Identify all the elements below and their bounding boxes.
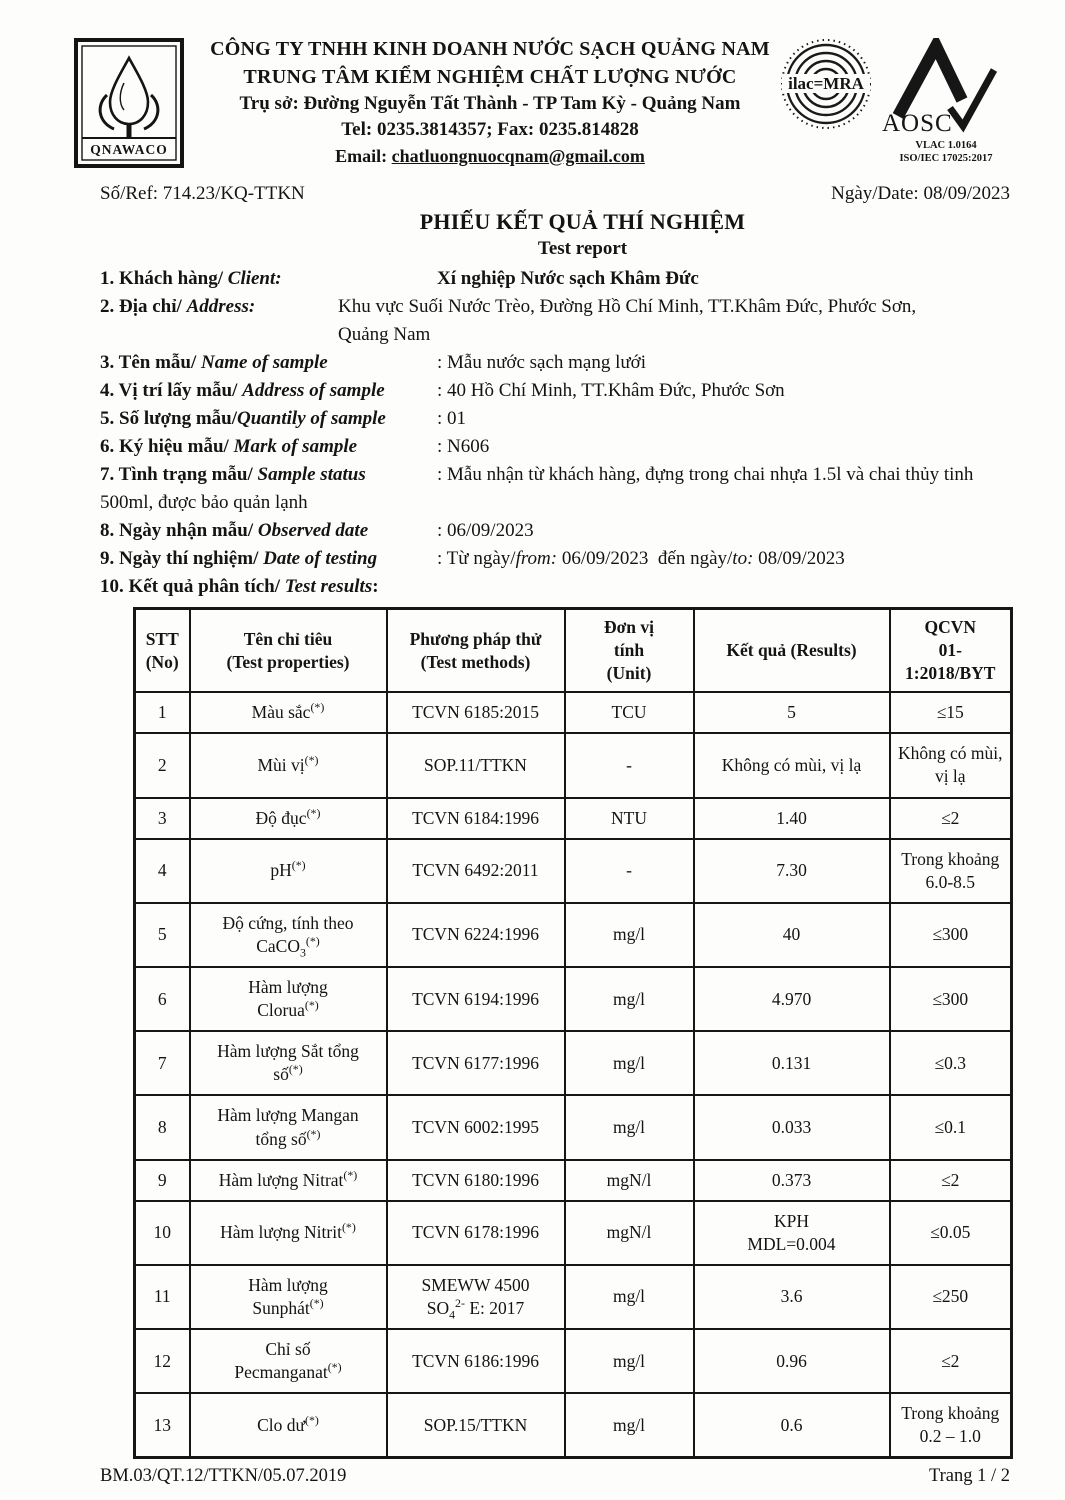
info-sample-address-label-en: Address of sample: [242, 380, 385, 401]
cell-method: TCVN 6185:2015: [387, 692, 565, 733]
info-observed-date: [100, 517, 1020, 545]
cell-method: TCVN 6177:1996: [387, 1031, 565, 1095]
aosc-iso-standard: ISO/IEC 17025:2017: [899, 153, 993, 165]
table-row: [135, 733, 1012, 797]
page-number: Trang 1 / 2: [928, 1466, 1010, 1487]
cell-property: Hàm lượng Clorua(*): [190, 967, 387, 1031]
document-ref-number: Số/Ref: 714.23/KQ-TTKN: [100, 183, 305, 204]
testing-date-part1: : Từ ngày/: [437, 548, 516, 569]
company-name: CÔNG TY TNHH KINH DOANH NƯỚC SẠCH QUẢNG NAM: [210, 38, 770, 60]
cell-limit: Trong khoảng 0.2 – 1.0: [890, 1393, 1012, 1458]
cell-limit: ≤250: [890, 1265, 1012, 1329]
cell-method: TCVN 6002:1995: [387, 1095, 565, 1159]
cell-unit: mg/l: [565, 903, 694, 967]
ilac-mra-text: ilac=MRA: [788, 74, 864, 93]
cell-result: Không có mùi, vị lạ: [694, 733, 890, 797]
info-client-value: Xí nghiệp Nước sạch Khâm Đức: [437, 268, 699, 289]
header-results: Kết quả (Results): [694, 609, 890, 693]
info-testing-date-value: [437, 548, 845, 569]
info-testing-date-label-vi: 9. Ngày thí nghiệm/: [100, 548, 264, 569]
cell-property: Hàm lượng Sunphát(*): [190, 1265, 387, 1329]
cell-method: TCVN 6184:1996: [387, 798, 565, 839]
header-test-properties: Tên chỉ tiêu (Test properties): [190, 609, 387, 693]
cell-no: 1: [135, 692, 190, 733]
table-header-row: [135, 609, 1012, 693]
info-mark: [100, 433, 1020, 461]
cell-property: Màu sắc(*): [190, 692, 387, 733]
cell-no: 5: [135, 903, 190, 967]
info-client: [100, 265, 1020, 293]
head-office-address: Trụ sở: Đường Nguyễn Tất Thành - TP Tam Kỳ - Quảng Nam: [239, 93, 741, 115]
cell-unit: mg/l: [565, 1329, 694, 1393]
cell-no: 7: [135, 1031, 190, 1095]
table-row: [135, 1031, 1012, 1095]
test-results-label-en: Test results: [284, 576, 373, 597]
cell-no: 2: [135, 733, 190, 797]
cell-result: 1.40: [694, 798, 890, 839]
cell-property: Độ cứng, tính theo CaCO$_3$(*): [190, 903, 387, 967]
cell-no: 4: [135, 839, 190, 903]
cell-method: TCVN 6492:2011: [387, 839, 565, 903]
cell-property: Hàm lượng Mangan tổng số(*): [190, 1095, 387, 1159]
cell-unit: mg/l: [565, 1393, 694, 1458]
info-sample-status-label-vi: 7. Tình trạng mẫu/: [100, 464, 258, 485]
page-footer: [100, 1466, 1010, 1487]
cell-property: Hàm lượng Nitrit(*): [190, 1201, 387, 1265]
report-title-vi: PHIẾU KẾT QUẢ THÍ NGHIỆM: [419, 209, 746, 234]
cell-property: Hàm lượng Sắt tổng số(*): [190, 1031, 387, 1095]
table-row: [135, 1160, 1012, 1201]
cell-no: 12: [135, 1329, 190, 1393]
cell-result: 0.131: [694, 1031, 890, 1095]
ilac-mra-seal-icon: [780, 38, 872, 130]
cell-result: 4.970: [694, 967, 890, 1031]
results-table: [133, 607, 1013, 1459]
test-results-colon: :: [372, 576, 379, 597]
cell-unit: mg/l: [565, 1031, 694, 1095]
center-name: TRUNG TÂM KIỂM NGHIỆM CHẤT LƯỢNG NƯỚC: [243, 65, 737, 88]
header-qcvn-limit: QCVN 01- 1:2018/BYT: [890, 609, 1012, 693]
cell-property: Mùi vị(*): [190, 733, 387, 797]
info-mark-value: : N606: [437, 436, 490, 457]
aosc-logo-icon: [882, 38, 1010, 134]
cell-limit: ≤300: [890, 967, 1012, 1031]
cell-limit: ≤2: [890, 798, 1012, 839]
testing-date-part3: 08/09/2023: [753, 548, 845, 569]
cell-result: 40: [694, 903, 890, 967]
tel-fax-line: Tel: 0235.3814357; Fax: 0235.814828: [341, 119, 639, 141]
ref-date-row: [100, 183, 1010, 205]
info-observed-date-value: : 06/09/2023: [437, 520, 534, 541]
info-address-label-vi: 2. Địa chỉ/: [100, 296, 187, 317]
info-testing-date: [100, 545, 1020, 573]
cell-property: Chỉ số Pecmanganat(*): [190, 1329, 387, 1393]
cell-property: Độ đục(*): [190, 798, 387, 839]
cell-method: SOP.15/TTKN: [387, 1393, 565, 1458]
table-row: [135, 1201, 1012, 1265]
email-label: Email:: [335, 145, 392, 166]
sample-info-list: [100, 265, 1020, 601]
qnawaco-logo: [61, 38, 196, 173]
cell-unit: -: [565, 839, 694, 903]
info-address-value-line2: Quảng Nam: [338, 324, 431, 345]
cell-method: TCVN 6180:1996: [387, 1160, 565, 1201]
info-address-value-line1: Khu vực Suối Nước Trèo, Đường Hồ Chí Minh, TT.Khâm Đức, Phước Sơn,: [338, 296, 917, 317]
email-line: [200, 144, 780, 169]
cell-result: KPH MDL=0.004: [694, 1201, 890, 1265]
cell-method: TCVN 6186:1996: [387, 1329, 565, 1393]
form-number: BM.03/QT.12/TTKN/05.07.2019: [100, 1466, 347, 1487]
table-row: [135, 903, 1012, 967]
header-unit: Đơn vị tính (Unit): [565, 609, 694, 693]
qnawaco-logo-text: QNAWACO: [90, 142, 168, 157]
info-observed-date-label-vi: 8. Ngày nhận mẫu/: [100, 520, 258, 541]
table-row: [135, 1095, 1012, 1159]
table-row: [135, 798, 1012, 839]
cell-method: TCVN 6224:1996: [387, 903, 565, 967]
cell-result: 0.033: [694, 1095, 890, 1159]
cell-unit: mg/l: [565, 1265, 694, 1329]
info-testing-date-label-en: Date of testing: [263, 548, 378, 569]
cell-result: 0.373: [694, 1160, 890, 1201]
info-sample-address: [100, 377, 1020, 405]
cell-unit: mgN/l: [565, 1160, 694, 1201]
test-results-label-vi: 10. Kết quả phân tích/: [100, 576, 285, 597]
header-test-methods: Phương pháp thử (Test methods): [387, 609, 565, 693]
cell-result: 0.6: [694, 1393, 890, 1458]
testing-date-part2: 06/09/2023 đến ngày/: [557, 548, 733, 569]
cell-limit: ≤15: [890, 692, 1012, 733]
cell-limit: Trong khoảng 6.0-8.5: [890, 839, 1012, 903]
cell-unit: mg/l: [565, 967, 694, 1031]
info-address: [100, 293, 1020, 349]
table-row: [135, 1265, 1012, 1329]
cell-result: 3.6: [694, 1265, 890, 1329]
info-sample-status-value: : Mẫu nhận từ khách hàng, đựng trong chai nhựa 1.5l và chai thủy tinh 500ml, được bảo quản lạnh: [100, 464, 974, 513]
testing-date-to-label: to:: [732, 548, 754, 569]
cell-property: pH(*): [190, 839, 387, 903]
cell-result: 5: [694, 692, 890, 733]
cell-method: TCVN 6194:1996: [387, 967, 565, 1031]
info-mark-label-en: Mark of sample: [233, 436, 358, 457]
table-row: [135, 967, 1012, 1031]
accreditation-logos: [780, 38, 1010, 165]
cell-no: 3: [135, 798, 190, 839]
header-stt: STT (No): [135, 609, 190, 693]
info-client-label-en: Client:: [227, 268, 282, 289]
table-row: [135, 1393, 1012, 1458]
info-sample-address-value: : 40 Hồ Chí Minh, TT.Khâm Đức, Phước Sơn: [437, 380, 785, 401]
info-sample-status: [100, 461, 1020, 517]
cell-limit: ≤2: [890, 1160, 1012, 1201]
cell-unit: -: [565, 733, 694, 797]
cell-unit: NTU: [565, 798, 694, 839]
aosc-vlac-number: VLAC 1.0164: [915, 140, 977, 151]
report-title-en: Test report: [537, 238, 628, 259]
document-date: Ngày/Date: 08/09/2023: [831, 183, 1010, 204]
info-observed-date-label-en: Observed date: [257, 520, 369, 541]
info-mark-label-vi: 6. Ký hiệu mẫu/: [100, 436, 234, 457]
cell-result: 0.96: [694, 1329, 890, 1393]
cell-limit: ≤300: [890, 903, 1012, 967]
info-address-label-en: Address:: [186, 296, 256, 317]
cell-limit: ≤0.3: [890, 1031, 1012, 1095]
cell-no: 10: [135, 1201, 190, 1265]
cell-property: Hàm lượng Nitrat(*): [190, 1160, 387, 1201]
cell-unit: mg/l: [565, 1095, 694, 1159]
cell-no: 11: [135, 1265, 190, 1329]
organization-block: [200, 36, 780, 168]
table-row: [135, 1329, 1012, 1393]
cell-unit: mgN/l: [565, 1201, 694, 1265]
title-block: [100, 209, 1010, 260]
testing-date-from-label: from:: [515, 548, 558, 569]
cell-method: SOP.11/TTKN: [387, 733, 565, 797]
info-sample-name: [100, 349, 1020, 377]
info-sample-address-label-vi: 4. Vị trí lấy mẫu/: [100, 380, 243, 401]
cell-method: SMEWW 4500 $SO_4^{2-}$ E: 2017: [387, 1265, 565, 1329]
info-quantity-value: : 01: [437, 408, 467, 429]
info-test-results-heading: [100, 573, 1020, 601]
info-sample-status-label-en: Sample status: [257, 464, 366, 485]
cell-property: Clo dư(*): [190, 1393, 387, 1458]
cell-result: 7.30: [694, 839, 890, 903]
cell-limit: ≤0.05: [890, 1201, 1012, 1265]
info-quantity-label-en: Quantily of sample: [237, 408, 386, 429]
info-quantity-label-vi: 5. Số lượng mẫu/: [100, 408, 238, 429]
cell-no: 6: [135, 967, 190, 1031]
info-sample-name-label-vi: 3. Tên mẫu/: [100, 352, 202, 373]
info-client-label-vi: 1. Khách hàng/: [100, 268, 228, 289]
cell-limit: ≤2: [890, 1329, 1012, 1393]
cell-no: 13: [135, 1393, 190, 1458]
cell-method: TCVN 6178:1996: [387, 1201, 565, 1265]
info-sample-name-value: : Mẫu nước sạch mạng lưới: [437, 352, 647, 373]
info-address-value: [338, 293, 916, 349]
info-sample-name-label-en: Name of sample: [201, 352, 328, 373]
aosc-logo-block: [882, 38, 1010, 165]
table-row: [135, 839, 1012, 903]
email-address: chatluongnuocqnam@gmail.com: [391, 145, 645, 166]
cell-no: 9: [135, 1160, 190, 1201]
document-header: [55, 24, 1010, 173]
water-company-logo-icon: [61, 38, 196, 168]
aosc-text: AOSC: [882, 110, 953, 134]
cell-limit: ≤0.1: [890, 1095, 1012, 1159]
cell-no: 8: [135, 1095, 190, 1159]
table-row: [135, 692, 1012, 733]
cell-unit: TCU: [565, 692, 694, 733]
cell-limit: Không có mùi, vị lạ: [890, 733, 1012, 797]
info-quantity: [100, 405, 1020, 433]
